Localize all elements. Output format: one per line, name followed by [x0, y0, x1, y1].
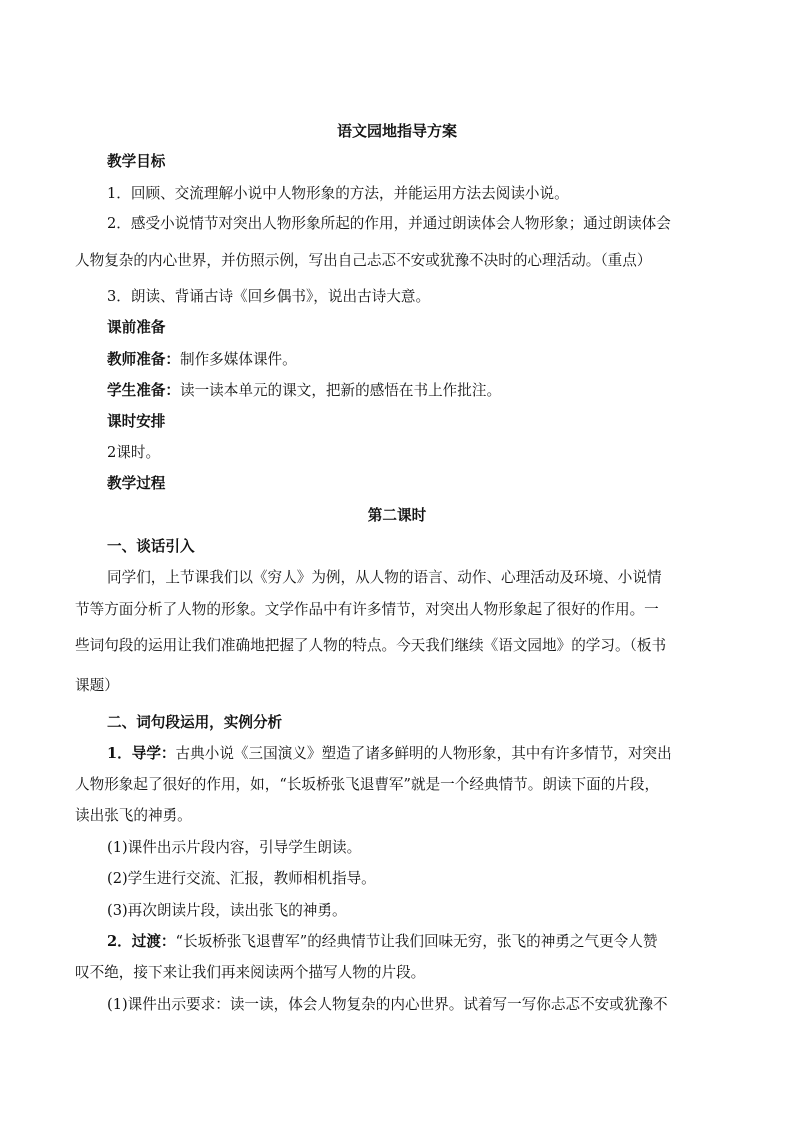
teacher-prep-text: 制作多媒体课件。: [179, 351, 297, 368]
goal-item-2-line-2: 人物复杂的内心世界，并仿照示例，写出自己忐忑不安或犹豫不决时的心理活动。（重点）: [75, 252, 652, 269]
guide-line-3: 读出张飞的神勇。: [75, 807, 192, 824]
intro-line-3: 些词句段的运用让我们准确地把握了人物的特点。今天我们继续《语文园地》的学习。（板书: [75, 637, 667, 654]
goal-item-3: 3．朗读、背诵古诗《回乡偶书》，说出古诗大意。: [107, 288, 431, 305]
transition-line-1: [107, 932, 657, 952]
transition-label: 2．过渡：: [107, 933, 176, 950]
intro-line-4: 课题）: [75, 677, 119, 694]
schedule-text: 2课时。: [107, 444, 161, 461]
lesson-title: 第二课时: [367, 507, 427, 524]
document-title: 语文园地指导方案: [336, 122, 457, 140]
transition-text-1: “长坂桥张飞退曹军”的经典情节让我们回味无穷，张飞的神勇之气更令人赞: [175, 933, 658, 950]
prep-heading: 课前准备: [107, 319, 166, 336]
step-3: (3)再次朗读片段，读出张飞的神勇。: [107, 902, 347, 919]
section-1-heading: 一、谈话引入: [107, 538, 195, 555]
guide-label: 1．导学：: [107, 745, 176, 762]
process-heading: 教学过程: [107, 475, 166, 492]
student-prep-label: 学生准备：: [107, 382, 180, 399]
step-2: (2)学生进行交流、汇报，教师相机指导。: [107, 870, 376, 887]
schedule-heading: 课时安排: [107, 413, 166, 430]
teacher-prep-label: 教师准备：: [107, 351, 180, 368]
teacher-prep: [107, 350, 297, 370]
guide-line-2: 人物形象起了很好的作用，如，“长坂桥张飞退曹军”就是一个经典情节。朗读下面的片段，: [75, 776, 660, 793]
goal-item-2-line-1: 2．感受小说情节对突出人物形象所起的作用，并通过朗读体会人物形象；通过朗读体会: [107, 215, 671, 232]
guide-line-1: [107, 744, 672, 764]
intro-line-1: 同学们，上节课我们以《穷人》为例，从人物的语言、动作、心理活动及环境、小说情: [107, 569, 662, 586]
step-1: (1)课件出示片段内容，引导学生朗读。: [107, 839, 362, 856]
goal-item-1: 1．回顾、交流理解小说中人物形象的方法，并能运用方法去阅读小说。: [107, 185, 569, 202]
student-prep: [107, 381, 501, 401]
transition-line-2: 叹不绝，接下来让我们再来阅读两个描写人物的片段。: [75, 964, 426, 981]
intro-line-2: 节等方面分析了人物的形象。文学作品中有许多情节，对突出人物形象起了很好的作用。一: [75, 601, 659, 618]
goals-heading: 教学目标: [107, 153, 166, 170]
step-4: (1)课件出示要求：读一读，体会人物复杂的内心世界。试着写一写你忐忑不安或犹豫不: [107, 996, 668, 1013]
guide-text-1: 古典小说《三国演义》塑造了诸多鲜明的人物形象，其中有许多情节，对突出: [175, 745, 672, 762]
student-prep-text: 读一读本单元的课文，把新的感悟在书上作批注。: [179, 382, 502, 399]
section-2-heading: 二、词句段运用，实例分析: [107, 714, 283, 731]
